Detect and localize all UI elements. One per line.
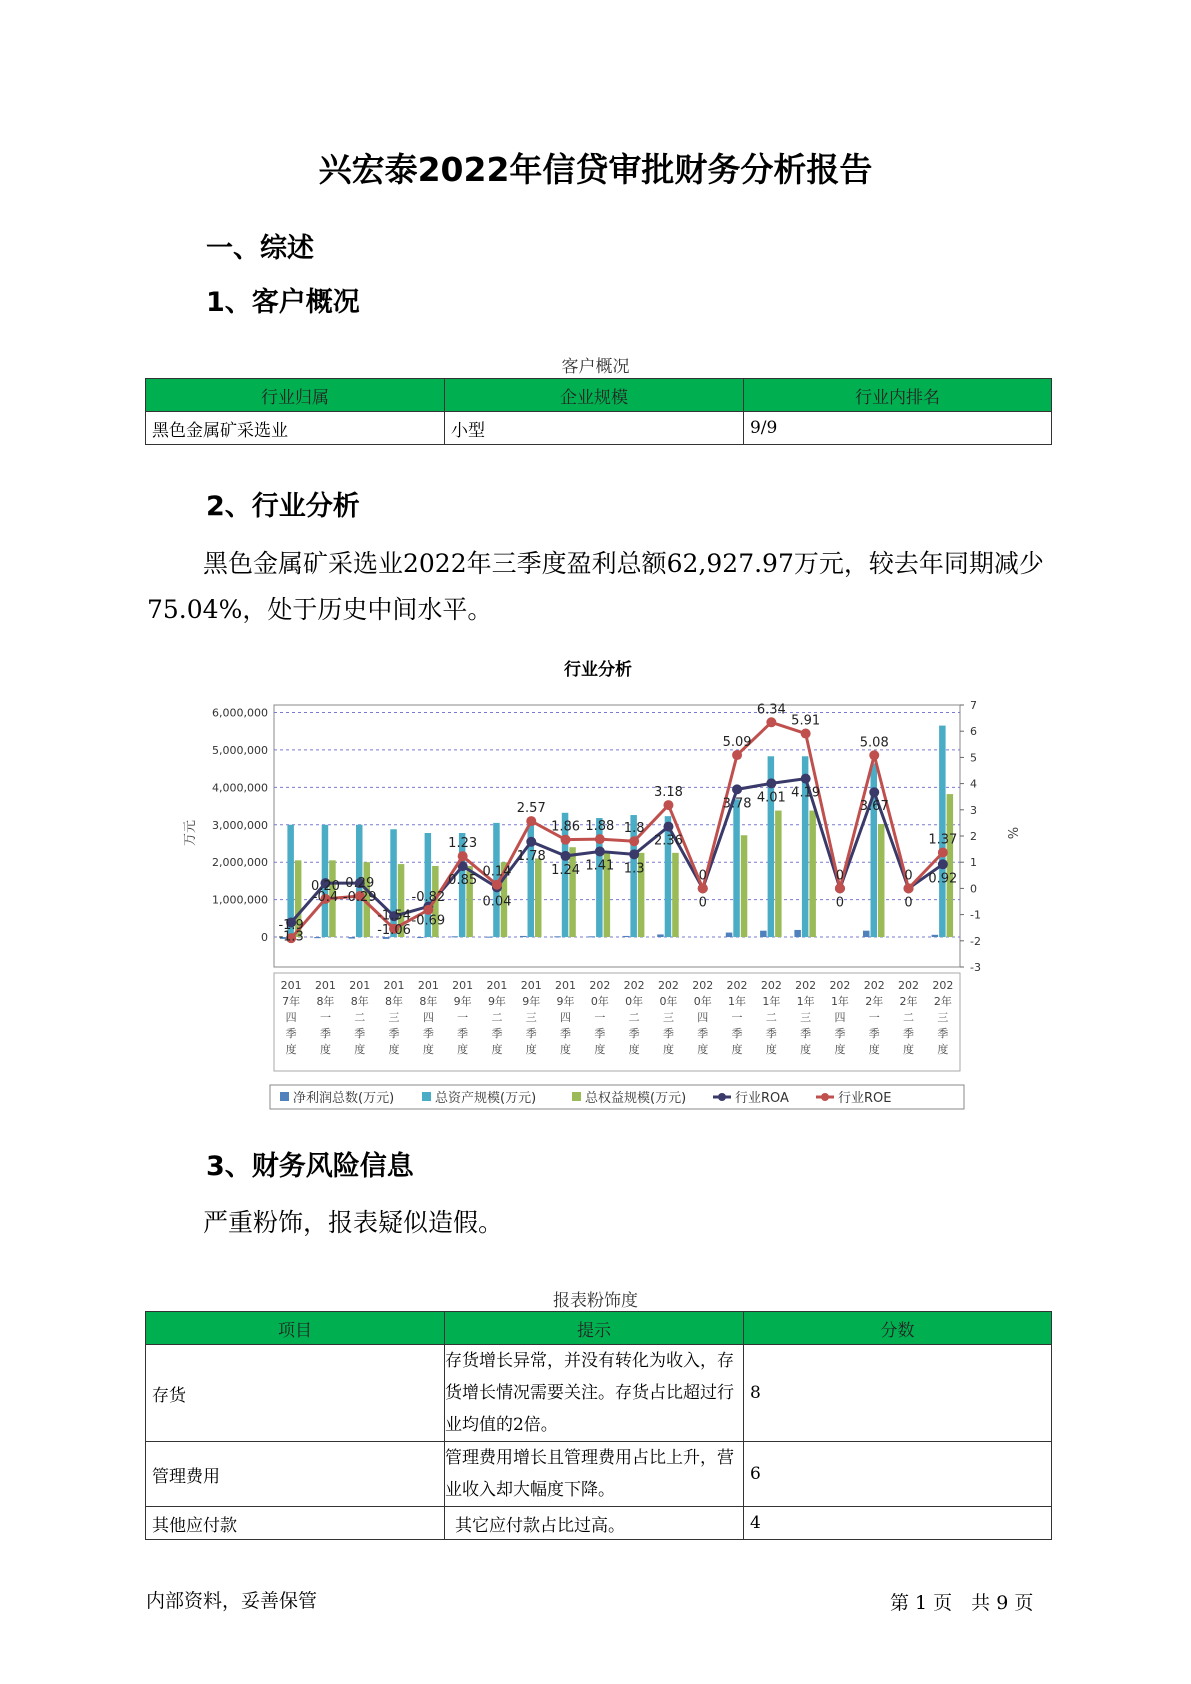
right-tick-label: 6: [970, 725, 977, 739]
roe-point: [869, 750, 879, 760]
table1-header: 行业内排名: [743, 379, 1051, 412]
net-profit-bar: [589, 936, 596, 937]
roa-point: [629, 849, 639, 859]
net-profit-bar: [554, 936, 561, 937]
legend-marker: [718, 1093, 726, 1101]
section-heading-industry: 2、行业分析: [206, 491, 360, 522]
roa-point: [938, 859, 948, 869]
net-profit-bar: [486, 937, 493, 938]
net-profit-bar: [314, 937, 321, 938]
item-cell: 其他应付款: [146, 1507, 445, 1540]
net-profit-bar: [726, 933, 733, 937]
hint-cell: 管理费用增长且管理费用占比上升，营业收入却大幅度下降。: [444, 1442, 743, 1507]
legend-swatch: [280, 1092, 289, 1101]
legend-label: 总资产规模(万元): [435, 1091, 537, 1106]
category-label: 202 2年一季度: [863, 979, 885, 1056]
total-equity-bar: [672, 853, 679, 937]
roe-data-label: 0.29: [345, 875, 375, 891]
roa-data-label: 0.92: [928, 871, 958, 887]
net-profit-bar: [794, 930, 801, 937]
net-profit-bar: [520, 936, 527, 937]
roe-data-label: 5.91: [791, 713, 821, 729]
roe-data-label: 0: [698, 868, 707, 884]
footer-page-number: 第 1 页 共 9 页: [890, 1592, 1034, 1614]
roe-point: [698, 883, 708, 893]
table1-cell: 小型: [444, 412, 743, 445]
roa-data-label: 3.67: [859, 799, 889, 815]
roa-data-label: -0.4: [312, 890, 339, 906]
right-tick-label: 3: [970, 803, 977, 817]
total-equity-bar: [809, 811, 816, 938]
roe-data-label: 1.23: [448, 836, 478, 852]
legend-swatch: [422, 1092, 431, 1101]
category-label: 202 1年三季度: [795, 979, 817, 1056]
roe-point: [801, 729, 811, 739]
left-tick-label: 5,000,000: [212, 743, 268, 757]
roe-data-label: -0.82: [411, 889, 446, 905]
item-cell: 存货: [146, 1345, 445, 1442]
total-assets-bar: [939, 726, 946, 937]
roa-data-label: 4.19: [791, 785, 821, 801]
total-equity-bar: [569, 847, 576, 937]
roe-data-label: 0.14: [482, 864, 512, 880]
roa-point: [526, 837, 536, 847]
table2-header: 项目: [146, 1312, 445, 1345]
category-label: 202 0年三季度: [657, 979, 679, 1056]
total-equity-bar: [535, 858, 542, 937]
left-tick-label: 2,000,000: [212, 856, 268, 870]
roa-point: [801, 774, 811, 784]
table-row: [146, 1345, 1052, 1442]
table-row: [146, 1442, 1052, 1507]
roa-point: [766, 778, 776, 788]
roa-data-label: 2.36: [653, 833, 683, 849]
section-heading-risk: 3、财务风险信息: [206, 1151, 414, 1182]
right-tick-label: 0: [970, 882, 977, 896]
left-tick-label: 0: [261, 931, 268, 945]
industry-paragraph: 黑色金属矿采选业2022年三季度盈利总额62,927.97万元，较去年同期减少75.04%，处于历史中间水平。: [147, 549, 1044, 624]
category-label: 202 2年三季度: [932, 979, 954, 1056]
net-profit-bar: [863, 931, 870, 937]
right-tick-label: 2: [970, 830, 977, 843]
category-label: 201 9年四季度: [555, 979, 577, 1056]
total-equity-bar: [741, 835, 748, 937]
category-label: 202 1年二季度: [760, 979, 782, 1056]
table1-caption: 客户概况: [561, 357, 630, 377]
category-label: 201 9年二季度: [486, 979, 508, 1056]
roa-point: [595, 846, 605, 856]
left-tick-label: 6,000,000: [212, 706, 268, 720]
net-profit-bar: [760, 931, 767, 937]
category-label: 202 2年二季度: [898, 979, 920, 1056]
roe-data-label: 3.18: [653, 785, 683, 801]
section-heading-overview: 一、综述: [206, 233, 314, 264]
legend-label: 行业ROA: [735, 1091, 789, 1106]
net-profit-bar: [417, 937, 424, 938]
item-cell: 管理费用: [146, 1442, 445, 1507]
roe-point: [766, 717, 776, 727]
document-title: 兴宏泰2022年信贷审批财务分析报告: [318, 150, 873, 189]
roa-point: [869, 787, 879, 797]
total-assets-bar: [733, 799, 740, 937]
roa-data-label: 1.78: [516, 848, 546, 864]
customer-table: [145, 378, 1052, 445]
roa-data-label: -0.69: [411, 913, 446, 929]
roa-point: [663, 822, 673, 832]
roe-data-label: -1.9: [278, 918, 304, 934]
score-cell: 6: [743, 1442, 1051, 1507]
table1-header: 行业归属: [146, 379, 445, 412]
legend-marker: [821, 1093, 829, 1101]
score-cell: 4: [743, 1507, 1051, 1540]
net-profit-bar: [932, 935, 939, 937]
category-label: 202 0年二季度: [623, 979, 645, 1056]
right-tick-label: 4: [970, 777, 977, 791]
legend-swatch: [572, 1092, 581, 1101]
roa-data-label: 4.01: [756, 790, 786, 806]
table2-header: 提示: [444, 1312, 743, 1345]
right-tick-label: -1: [970, 908, 981, 922]
roa-data-label: -0.29: [342, 890, 377, 906]
right-tick-label: 7: [970, 699, 977, 712]
legend-label: 行业ROE: [838, 1091, 892, 1106]
category-label: 202 0年四季度: [692, 979, 714, 1056]
roe-point: [458, 851, 468, 861]
left-tick-label: 4,000,000: [212, 781, 268, 795]
right-tick-label: -3: [970, 961, 981, 974]
table1-cell: 黑色金属矿采选业: [146, 412, 445, 445]
category-label: 201 9年三季度: [520, 979, 542, 1056]
table-row: [146, 412, 1052, 445]
category-label: 201 8年二季度: [349, 979, 371, 1056]
roe-data-label: 6.34: [756, 702, 786, 718]
roe-point: [663, 800, 673, 810]
category-label: 201 9年一季度: [452, 979, 474, 1056]
roa-data-label: 1.24: [551, 862, 581, 878]
roe-data-label: 0: [835, 868, 845, 884]
roe-point: [835, 883, 845, 893]
net-profit-bar: [623, 936, 630, 937]
right-tick-label: 5: [970, 751, 977, 765]
category-label: 202 0年一季度: [589, 979, 611, 1056]
table1-header: 企业规模: [444, 379, 743, 412]
roe-data-label: 1.37: [928, 832, 958, 848]
roe-data-label: 1.88: [585, 819, 615, 835]
right-tick-label: 1: [970, 856, 977, 870]
section-heading-customer: 1、客户概况: [206, 287, 360, 318]
roe-data-label: 5.09: [722, 735, 752, 751]
net-profit-bar: [657, 934, 664, 937]
roe-point: [561, 835, 571, 845]
roe-data-label: 2.57: [516, 801, 546, 817]
left-tick-label: 3,000,000: [212, 818, 268, 832]
net-profit-bar: [451, 936, 458, 937]
roa-data-label: 1.41: [585, 858, 615, 874]
chart-title: 行业分析: [564, 660, 632, 680]
roe-data-label: 0.20: [310, 878, 340, 894]
left-tick-label: 1,000,000: [212, 893, 268, 907]
roa-data-label: 0.04: [482, 894, 512, 910]
roa-data-label: 0.85: [448, 873, 478, 889]
total-equity-bar: [878, 824, 885, 937]
net-profit-bar: [349, 937, 356, 938]
left-axis-label: 万元: [183, 819, 198, 847]
roe-data-label: 1.86: [551, 819, 581, 835]
hint-cell: 其它应付款占比过高。: [444, 1507, 743, 1540]
roe-data-label: -1.54: [377, 908, 411, 924]
roe-point: [904, 883, 914, 893]
roa-point: [561, 851, 571, 861]
roa-data-label: 1.3: [623, 861, 645, 877]
roe-point: [595, 834, 605, 844]
table2-header: 分数: [743, 1312, 1051, 1345]
right-axis-label: %: [1004, 826, 1019, 840]
roe-point: [492, 880, 502, 890]
roa-data-label: 0: [904, 895, 913, 911]
category-label: 201 8年四季度: [417, 979, 439, 1056]
score-cell: 8: [743, 1345, 1051, 1442]
roe-data-label: 1.8: [623, 821, 645, 837]
roa-data-label: 0: [835, 895, 845, 911]
risk-paragraph: 严重粉饰，报表疑似造假。: [203, 1208, 504, 1237]
category-label: 201 8年三季度: [383, 979, 405, 1056]
right-tick-label: -2: [970, 934, 981, 948]
footer-confidential: 内部资料，妥善保管: [146, 1590, 318, 1612]
category-label: 201 7年四季度: [280, 979, 302, 1056]
roa-point: [732, 784, 742, 794]
hint-cell: 存货增长异常，并没有转化为收入，存货增长情况需要关注。存货占比超过行业均值的2倍。: [444, 1345, 743, 1442]
whitewash-table: [145, 1311, 1052, 1540]
category-label: 202 1年一季度: [726, 979, 748, 1056]
legend-label: 总权益规模(万元): [585, 1091, 687, 1106]
roe-data-label: 5.08: [859, 735, 889, 751]
roa-data-label: 3.78: [722, 796, 752, 812]
category-label: 202 1年四季度: [829, 979, 851, 1056]
table-row: [146, 1507, 1052, 1540]
industry-chart: [170, 655, 1019, 1115]
total-equity-bar: [775, 811, 782, 938]
category-label: 201 8年一季度: [314, 979, 336, 1056]
roa-data-label: -1.3: [278, 929, 304, 945]
roe-point: [732, 750, 742, 760]
category-axis-box: [274, 973, 960, 1071]
roe-point: [526, 816, 536, 826]
roe-point: [629, 836, 639, 846]
table1-cell: 9/9: [743, 412, 1051, 445]
roa-data-label: 0: [698, 895, 707, 911]
roe-data-label: 0: [904, 868, 913, 884]
legend-label: 净利润总数(万元): [293, 1091, 395, 1106]
roe-point: [938, 848, 948, 858]
roa-data-label: -1.06: [377, 923, 411, 939]
table2-caption: 报表粉饰度: [553, 1291, 638, 1311]
